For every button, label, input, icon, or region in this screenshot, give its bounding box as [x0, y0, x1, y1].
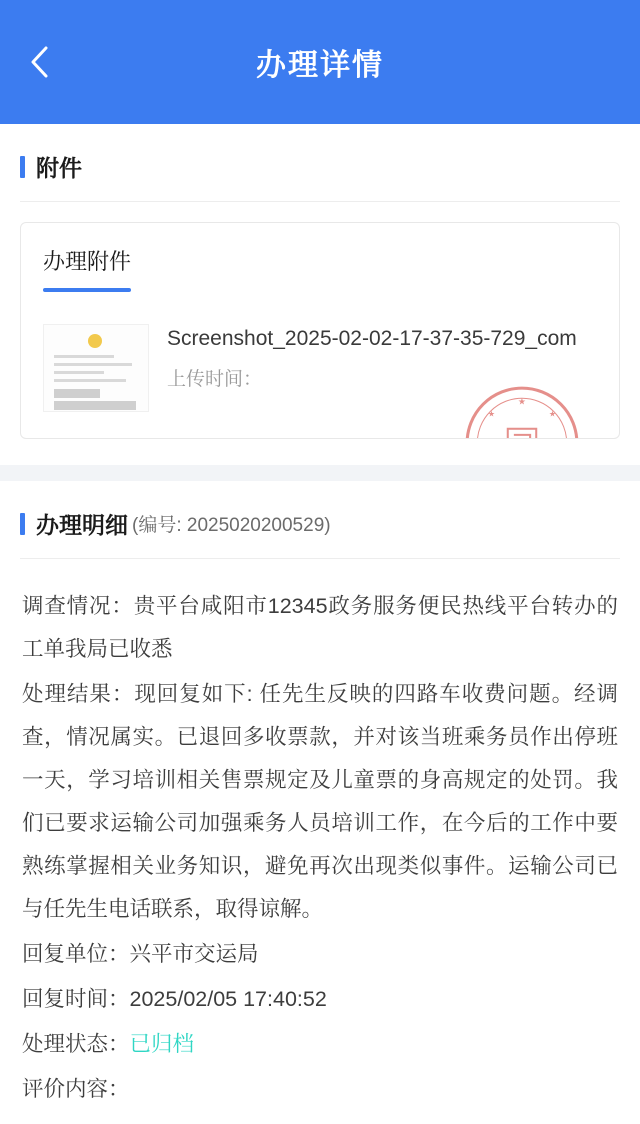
thumbnail-line	[54, 379, 126, 382]
thumbnail-block	[54, 389, 100, 398]
svg-text:★: ★	[561, 438, 569, 448]
tab-active-underline	[43, 288, 131, 292]
chevron-left-icon	[27, 45, 51, 79]
file-thumbnail[interactable]	[43, 324, 149, 412]
detail-section	[0, 481, 640, 559]
detail-section-header	[20, 481, 620, 559]
detail-row-value: 2025/02/05 17:40:52	[129, 987, 327, 1011]
thumbnail-line	[54, 363, 132, 366]
thumbnail-block	[54, 401, 136, 410]
tab-attachment[interactable]	[43, 245, 131, 292]
detail-row-label: 调查情况：	[22, 594, 134, 618]
section-divider	[0, 465, 640, 481]
detail-row-label: 处理结果：	[22, 682, 135, 706]
section-accent-bar	[20, 513, 25, 535]
attachment-section-header	[20, 124, 620, 202]
attachment-card	[20, 222, 620, 448]
detail-row-value: 贵平台咸阳市12345政务服务便民热线平台转办的工单我局已收悉	[22, 594, 618, 661]
detail-row-status	[22, 1023, 618, 1066]
detail-row-label: 回复时间：	[22, 987, 130, 1011]
detail-row-value: 现回复如下: 任先生反映的四路车收费问题。经调查，情况属实。已退回多收票款，并对该当班乘务员作出停班一天，学习培训相关售票规定及儿童票的身高规定的处罚。我们已要求运输公司加强乘务人员培训工作，在今后的工作中要熟练掌握相关业务知识，避免再次出现类似事件。运输公司已与任先生电话联系，取得谅解。	[22, 682, 618, 921]
section-accent-bar	[20, 156, 25, 178]
attachment-section	[0, 124, 640, 202]
detail-row	[22, 978, 618, 1021]
app-header	[0, 0, 640, 124]
file-upload-time-label: 上传时间：	[167, 369, 263, 391]
status-badge: 已归档	[129, 1032, 195, 1056]
detail-section-code: (编号: 2025020200529)	[132, 515, 331, 536]
detail-row	[22, 1068, 618, 1111]
detail-row	[22, 673, 618, 931]
detail-row	[22, 933, 618, 976]
attachment-section-title: 附件	[36, 155, 82, 181]
file-name: Screenshot_2025-02-02-17-37-35-729_com	[167, 327, 577, 350]
tab-attachment-label: 办理附件	[43, 249, 132, 274]
svg-text:★: ★	[487, 409, 496, 419]
svg-text:★: ★	[548, 409, 557, 419]
detail-row-value: 兴平市交运局	[129, 942, 259, 966]
attachment-file-row[interactable]	[43, 324, 597, 448]
detail-row-label: 处理状态：	[22, 1032, 130, 1056]
detail-section-title: 办理明细	[36, 512, 128, 538]
svg-text:★: ★	[475, 438, 483, 448]
thumbnail-line	[54, 371, 104, 374]
thumbnail-line	[54, 355, 114, 358]
official-seal-icon	[461, 382, 583, 448]
page-title: 办理详情	[256, 49, 384, 82]
detail-row	[22, 585, 618, 671]
thumbnail-badge-icon	[88, 334, 102, 348]
detail-row-label: 评价内容：	[22, 1077, 130, 1101]
detail-row-label: 回复单位：	[22, 942, 130, 966]
detail-body	[0, 559, 640, 1123]
back-icon[interactable]	[22, 45, 56, 79]
svg-text:★: ★	[517, 396, 527, 407]
attachment-card-wrap	[0, 202, 640, 465]
